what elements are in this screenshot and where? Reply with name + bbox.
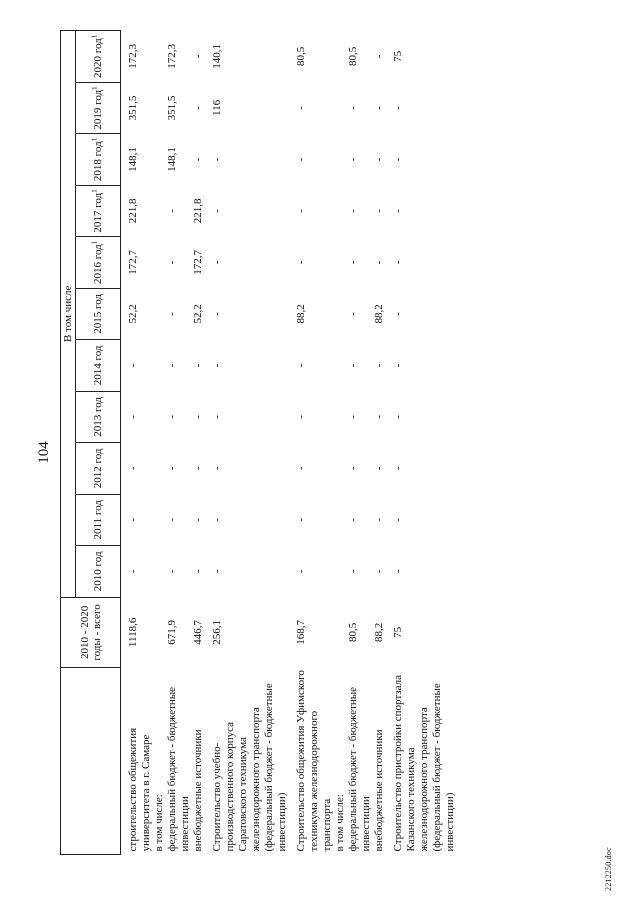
header-year <box>76 443 121 494</box>
header-year-label: 2012 год <box>92 448 104 489</box>
row-year-value: - <box>192 415 204 419</box>
row-year-value: - <box>373 260 385 265</box>
row-year-value <box>153 237 166 288</box>
table-row <box>121 31 154 855</box>
row-year-value: - <box>373 363 385 368</box>
row-label: Строительство общежития Уфимского техникума железнодорожного транспорта <box>295 670 333 852</box>
row-total-value: 671,9 <box>166 620 178 645</box>
header-year <box>76 340 121 391</box>
row-year-value: - <box>211 157 223 162</box>
row-year-value: - <box>347 209 359 213</box>
row-total-value <box>153 597 166 668</box>
row-label: внебюджетные источники <box>192 729 204 852</box>
row-year-value <box>153 494 166 545</box>
row-year-value: - <box>392 517 404 522</box>
row-year-value: 172,3 <box>166 43 178 69</box>
row-year-value <box>153 31 166 83</box>
row-total-value: 75 <box>392 626 404 638</box>
row-year-value: - <box>192 106 204 110</box>
row-total-value: 88,2 <box>373 622 385 643</box>
header-year <box>76 391 121 442</box>
row-year-value: - <box>295 517 307 522</box>
row-label: в том числе: <box>153 794 165 852</box>
row-year-value: - <box>166 209 178 213</box>
row-year-value <box>153 340 166 391</box>
table-row <box>205 31 289 855</box>
header-year-footnote: 1 <box>90 137 99 142</box>
row-year-value: - <box>295 260 307 265</box>
header-year <box>76 31 121 83</box>
row-year-value: 221,8 <box>127 198 139 224</box>
row-year-value <box>153 391 166 442</box>
row-label: федеральный бюджет - бюджетные инвестиции <box>166 686 191 852</box>
row-year-value: 351,5 <box>127 95 139 121</box>
header-year-label: 2017 год <box>92 192 104 233</box>
header-year-label: 2020 год <box>92 38 104 78</box>
header-year <box>76 185 121 236</box>
row-year-value: - <box>392 569 404 574</box>
row-year-value <box>153 288 166 339</box>
row-year-value <box>153 443 166 494</box>
header-year-label: 2010 год <box>92 551 104 592</box>
header-year <box>76 237 121 288</box>
row-year-value: - <box>127 363 139 368</box>
row-year-value: - <box>192 54 204 59</box>
row-year-value: - <box>347 363 359 368</box>
table-row <box>153 31 166 855</box>
row-year-value: 351,5 <box>166 95 178 121</box>
row-year-value: - <box>166 569 178 574</box>
header-year-label: 2011 год <box>92 500 104 540</box>
table-row <box>166 31 192 855</box>
row-year-value: 80,5 <box>347 46 359 66</box>
row-year-value: - <box>373 157 385 162</box>
row-year-value: - <box>373 569 385 574</box>
header-row-top <box>61 31 76 855</box>
header-name-cell <box>61 668 121 855</box>
row-total-value: 168,7 <box>295 620 307 645</box>
row-year-value <box>334 237 347 288</box>
row-year-value <box>334 443 347 494</box>
page-number: 104 <box>36 441 52 464</box>
row-label: в том числе: <box>334 794 346 852</box>
header-year-label: 2016 год <box>92 244 104 285</box>
row-year-value: - <box>373 209 385 213</box>
header-year-footnote: 1 <box>90 86 99 90</box>
row-year-value: 75 <box>392 50 404 62</box>
row-year-value: - <box>192 363 204 368</box>
row-year-value: - <box>295 363 307 368</box>
funding-table <box>60 30 457 855</box>
row-year-value: - <box>373 517 385 522</box>
row-year-value: - <box>166 517 178 522</box>
header-year-label: 2018 год <box>92 141 104 182</box>
row-year-value: - <box>347 415 359 419</box>
row-year-value: - <box>347 466 359 471</box>
table-row <box>347 31 373 855</box>
row-year-value: - <box>192 569 204 574</box>
row-year-value: 80,5 <box>295 46 307 66</box>
row-year-value: - <box>392 106 404 110</box>
row-year-value <box>153 82 166 133</box>
row-year-value <box>334 31 347 83</box>
row-year-value <box>334 185 347 236</box>
row-label: Строительство пристройки спортзала Казанского техникума железнодорожного транспорта (федеральный бюджет - бюджетные инвестиции) <box>392 675 456 852</box>
row-year-value <box>334 82 347 133</box>
row-year-value: - <box>347 106 359 110</box>
row-label: Строительство учебно-производственного корпуса Саратовского техникума железнодорожного транспорта (федеральный бюджет - бюджетные инвестиции) <box>211 683 288 852</box>
row-year-value: - <box>166 415 178 419</box>
row-year-value: - <box>347 260 359 265</box>
row-year-value: - <box>192 517 204 522</box>
header-year-footnote: 1 <box>90 240 99 245</box>
row-year-value: - <box>127 569 139 574</box>
document-code: 2212250.doc <box>604 847 613 891</box>
row-year-value: - <box>392 466 404 471</box>
row-year-value: - <box>347 569 359 574</box>
row-year-value <box>334 494 347 545</box>
row-year-value: - <box>211 363 223 368</box>
row-year-value: - <box>127 517 139 522</box>
row-year-value: 172,7 <box>127 250 139 275</box>
row-year-value: 140,1 <box>211 43 223 69</box>
row-year-value: - <box>127 415 139 419</box>
row-total-value <box>334 597 347 668</box>
header-year-footnote: 1 <box>90 34 99 39</box>
row-total-value: 256,1 <box>211 620 223 645</box>
row-year-value: - <box>295 106 307 110</box>
row-year-value: 221,8 <box>192 198 204 224</box>
row-year-value: - <box>211 415 223 419</box>
row-year-value: - <box>392 260 404 265</box>
row-year-value: - <box>166 260 178 265</box>
row-year-value: - <box>392 312 404 316</box>
row-year-value: - <box>166 312 178 316</box>
table-row <box>289 31 334 855</box>
table-row <box>334 31 347 855</box>
row-year-value: - <box>211 209 223 213</box>
header-year <box>76 494 121 545</box>
row-year-value: 88,2 <box>295 304 307 324</box>
row-year-value: - <box>166 363 178 368</box>
table-row <box>386 31 457 855</box>
row-year-value: - <box>373 415 385 419</box>
row-year-value: 172,3 <box>127 43 139 69</box>
row-year-value: - <box>373 466 385 471</box>
header-year <box>76 546 121 597</box>
row-year-value <box>334 546 347 597</box>
row-year-value: - <box>211 569 223 574</box>
table-body <box>121 31 458 855</box>
row-year-value: - <box>192 157 204 162</box>
row-year-value: - <box>211 312 223 316</box>
row-year-value: - <box>295 157 307 162</box>
row-year-value: - <box>373 106 385 110</box>
row-total-value: 80,5 <box>347 622 359 643</box>
row-year-value <box>153 134 166 185</box>
row-year-value: - <box>392 415 404 419</box>
row-year-value: - <box>347 312 359 316</box>
row-year-value: - <box>295 415 307 419</box>
row-year-value: - <box>347 157 359 162</box>
row-year-value <box>334 288 347 339</box>
row-year-value: 148,1 <box>127 147 139 172</box>
row-year-value <box>153 546 166 597</box>
row-year-value <box>334 391 347 442</box>
header-year <box>76 288 121 339</box>
header-year-footnote: 1 <box>90 189 99 193</box>
row-year-value: - <box>392 157 404 162</box>
row-total-value: 1118,6 <box>127 617 139 648</box>
row-label: внебюджетные источники <box>373 729 385 852</box>
row-year-value: 52,2 <box>192 304 204 324</box>
header-total: 2010 - 2020 годы - всего <box>61 597 121 668</box>
header-year <box>76 82 121 133</box>
row-year-value: - <box>166 466 178 471</box>
row-year-value: - <box>211 260 223 265</box>
row-year-value: - <box>295 466 307 471</box>
header-year <box>76 134 121 185</box>
row-year-value: - <box>373 54 385 59</box>
row-year-value: - <box>211 466 223 471</box>
row-year-value <box>153 185 166 236</box>
row-year-value: - <box>392 363 404 368</box>
row-year-value: 88,2 <box>373 304 385 324</box>
row-year-value: 116 <box>211 99 223 116</box>
row-year-value <box>334 134 347 185</box>
row-label: строительство общежития университета в г. Самаре <box>127 727 152 852</box>
row-year-value: - <box>295 569 307 574</box>
table-row <box>192 31 205 855</box>
header-year-label: 2013 год <box>92 396 104 437</box>
row-year-value: 172,7 <box>192 250 204 275</box>
row-year-value: - <box>347 517 359 522</box>
row-year-value: - <box>192 466 204 471</box>
row-year-value: - <box>392 209 404 213</box>
table-row <box>373 31 386 855</box>
row-year-value: - <box>295 209 307 213</box>
row-year-value: - <box>127 466 139 471</box>
row-year-value: - <box>211 517 223 522</box>
row-year-value <box>334 340 347 391</box>
row-total-value: 446,7 <box>192 620 204 645</box>
header-in-that-number: В том числе <box>61 31 76 598</box>
header-year-label: 2014 год <box>92 345 104 386</box>
header-year-label: 2019 год <box>92 89 104 130</box>
row-year-value: 148,1 <box>166 147 178 172</box>
header-year-label: 2015 год <box>92 294 104 334</box>
row-year-value: 52,2 <box>127 304 139 324</box>
row-label: федеральный бюджет - бюджетные инвестиции <box>347 686 372 852</box>
